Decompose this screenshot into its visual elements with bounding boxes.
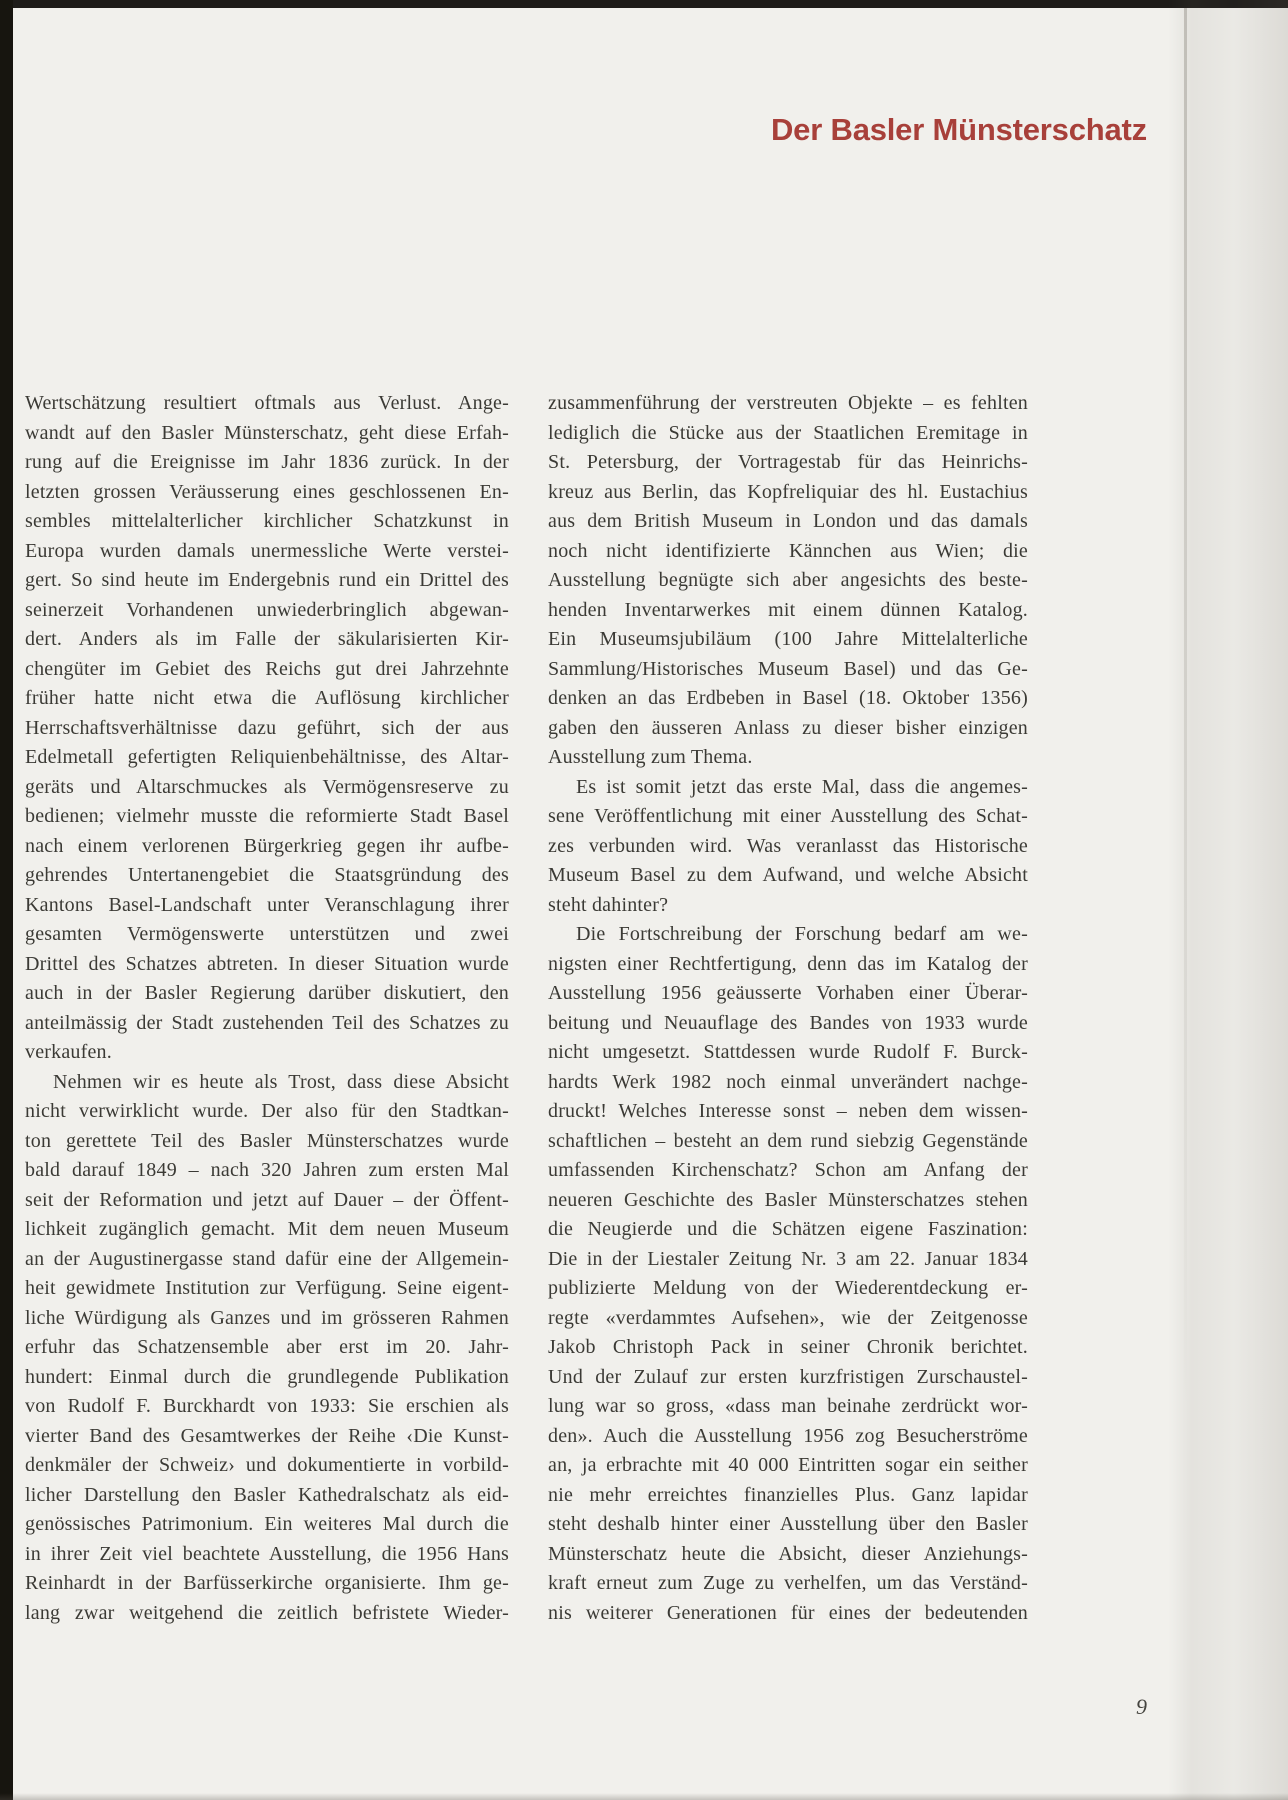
text-line: seit der Reformation und jetzt auf Dauer – der Öffent-: [25, 1188, 509, 1211]
text-line: steht dahinter?: [548, 893, 669, 916]
text-line: liche Würdigung als Ganzes und im grösseren Rahmen: [25, 1306, 509, 1329]
text-line: Edelmetall gefertigten Reliquienbehältnisse, des Altar-: [25, 746, 509, 768]
text-line: regte «verdammtes Aufsehen», wie der Zeitgenosse: [548, 1306, 1028, 1329]
page-fold-crease: [1184, 8, 1187, 1408]
text-line: hardts Werk 1982 noch einmal unverändert nachge-: [548, 1070, 1028, 1093]
text-line: licher Darstellung den Basler Kathedralschatz als eid-: [25, 1483, 509, 1506]
text-line: auch in der Basler Regierung darüber diskutiert, den: [25, 982, 509, 1004]
text-line: dert. Anders als im Falle der säkularisierten Kir-: [25, 628, 509, 650]
text-line: erfuhr das Schatzensemble aber erst im 20. Jahr-: [25, 1336, 509, 1358]
text-line: früher hatte nicht etwa die Auflösung kirchlicher: [25, 687, 509, 709]
text-line: anteilmässig der Stadt zustehenden Teil des Schatzes zu: [25, 1011, 509, 1034]
page-number: 9: [1136, 1694, 1147, 1719]
text-line: ton gerettete Teil des Basler Münsterschatzes wurde: [25, 1129, 509, 1152]
text-line: Ausstellung begnügte sich aber angesichts des beste-: [548, 569, 1028, 591]
text-line: Reinhardt in der Barfüsserkirche organisierte. Ihm ge-: [25, 1572, 509, 1594]
text-line: Herrschaftsverhältnisse dazu geführt, sich der aus: [25, 716, 509, 739]
text-line: lang zwar weitgehend die zeitlich befristete Wieder-: [25, 1601, 509, 1624]
text-line: Die Fortschreibung der Forschung bedarf am we-: [576, 923, 1028, 945]
text-line: an, ja erbrachte mit 40 000 Eintritten sogar ein seither: [548, 1454, 1028, 1476]
text-line: henden Inventarwerkes mit einem dünnen Katalog.: [548, 598, 1028, 621]
text-line: umfassenden Kirchenschatz? Schon am Anfang der: [548, 1159, 1028, 1181]
text-line: zes verbunden wird. Was veranlasst das Historische: [548, 834, 1028, 857]
text-line: lediglich die Stücke aus der Staatlichen Eremitage in: [548, 421, 1028, 444]
text-line: nigsten einer Rechtfertigung, denn das im Katalog der: [548, 952, 1028, 975]
text-line: Europa wurden damals unermessliche Werte verstei-: [25, 539, 509, 562]
text-line: Und der Zulauf zur ersten kurzfristigen Zurschaustel-: [548, 1365, 1028, 1388]
text-line: verkaufen.: [25, 1041, 112, 1063]
text-line: Ein Museumsjubiläum (100 Jahre Mittelalterliche: [548, 628, 1028, 650]
text-line: wandt auf den Basler Münsterschatz, geht diese Erfah-: [25, 421, 509, 444]
text-line: druckt! Welches Interesse sonst – neben dem wissen-: [548, 1100, 1028, 1122]
text-line: neueren Geschichte des Basler Münsterschatzes stehen: [548, 1188, 1028, 1211]
right-column: [548, 389, 1028, 1628]
text-line: an der Augustinergasse stand dafür eine der Allgemein-: [25, 1247, 509, 1270]
page-title: Der Basler Münsterschatz: [771, 112, 1147, 147]
text-line: Die in der Liestaler Zeitung Nr. 3 am 22. Januar 1834: [548, 1247, 1028, 1270]
text-line: gaben den äusseren Anlass zu dieser bisher einzigen: [548, 716, 1028, 739]
text-line: nicht verwirklicht wurde. Der also für den Stadtkan-: [25, 1100, 509, 1122]
text-line: chengüter im Gebiet des Reichs gut drei Jahrzehnte: [25, 657, 509, 680]
text-line: lung war so gross, «dass man beinahe zerdrückt wor-: [548, 1395, 1028, 1417]
text-line: Drittel des Schatzes abtreten. In dieser Situation wurde: [25, 952, 509, 975]
text-line: denkmäler der Schweiz› und dokumentierte in vorbild-: [25, 1454, 509, 1476]
text-line: denken an das Erdbeben in Basel (18. Oktober 1356): [548, 687, 1028, 709]
text-line: von Rudolf F. Burckhardt von 1933: Sie erschien als: [25, 1395, 509, 1417]
text-line: nie mehr erreichtes finanzielles Plus. Ganz lapidar: [548, 1483, 1028, 1506]
text-line: publizierte Meldung von der Wiederentdeckung er-: [548, 1277, 1028, 1299]
text-line: Wertschätzung resultiert oftmals aus Verlust. Ange-: [25, 392, 509, 414]
text-line: bedienen; vielmehr musste die reformierte Stadt Basel: [25, 805, 509, 827]
text-line: aus dem British Museum in London und das damals: [548, 510, 1028, 532]
text-line: gert. So sind heute im Endergebnis rund ein Drittel des: [25, 569, 509, 591]
text-line: Münsterschatz heute die Absicht, dieser Anziehungs-: [548, 1542, 1028, 1565]
text-line: Jakob Christoph Pack in seiner Chronik berichtet.: [548, 1336, 1028, 1358]
text-line: Ausstellung 1956 geäusserte Vorhaben einer Überar-: [548, 982, 1028, 1004]
text-line: Sammlung/Historisches Museum Basel) und das Ge-: [548, 657, 1028, 680]
text-line: die Neugierde und die Schätzen eigene Faszination:: [548, 1218, 1028, 1240]
left-column: [25, 389, 509, 1628]
text-line: zusammenführung der verstreuten Objekte – es fehlten: [548, 392, 1028, 414]
text-line: vierter Band des Gesamtwerkes der Reihe ‹Die Kunst-: [25, 1424, 509, 1447]
scan-edge-bottom: [0, 1793, 1288, 1800]
text-line: schaftlichen – besteht an dem rund siebzig Gegenstände: [548, 1129, 1028, 1152]
text-line: seinerzeit Vorhandenen unwiederbringlich abgewan-: [25, 598, 509, 621]
text-line: Es ist somit jetzt das erste Mal, dass die angemes-: [576, 775, 1028, 798]
text-line: rung auf die Ereignisse im Jahr 1836 zurück. In der: [25, 451, 509, 473]
text-line: gehrendes Untertanengebiet die Staatsgründung des: [25, 864, 509, 886]
text-line: nicht umgesetzt. Stattdessen wurde Rudolf F. Burck-: [548, 1041, 1028, 1063]
text-line: nis weiterer Generationen für eines der bedeutenden: [548, 1601, 1028, 1624]
text-line: den». Auch die Ausstellung 1956 zog Besucherströme: [548, 1424, 1028, 1447]
text-line: sembles mittelalterlicher kirchlicher Schatzkunst in: [25, 510, 509, 532]
text-line: noch nicht identifizierte Kännchen aus Wien; die: [548, 539, 1028, 562]
text-line: Ausstellung zum Thema.: [548, 746, 753, 768]
text-line: lichkeit zugänglich gemacht. Mit dem neuen Museum: [25, 1218, 509, 1240]
text-line: hundert: Einmal durch die grundlegende Publikation: [25, 1365, 509, 1388]
text-line: Nehmen wir es heute als Trost, dass diese Absicht: [53, 1070, 509, 1093]
text-line: in ihrer Zeit viel beachtete Ausstellung, die 1956 Hans: [25, 1542, 509, 1565]
text-line: kraft erneut zum Zuge zu verhelfen, um das Verständ-: [548, 1572, 1028, 1594]
text-line: Kantons Basel-Landschaft unter Veranschlagung ihrer: [25, 893, 509, 916]
text-line: heit gewidmete Institution zur Verfügung. Seine eigent-: [25, 1277, 509, 1299]
text-line: sene Veröffentlichung mit einer Ausstellung des Schat-: [548, 805, 1028, 827]
text-line: St. Petersburg, der Vortragestab für das Heinrichs-: [548, 451, 1028, 473]
text-line: nach einem verlorenen Bürgerkrieg gegen ihr aufbe-: [25, 834, 509, 857]
text-line: genössisches Patrimonium. Ein weiteres Mal durch die: [25, 1513, 509, 1535]
scan-edge-left: [0, 0, 13, 1800]
text-line: bald darauf 1849 – nach 320 Jahren zum ersten Mal: [25, 1159, 509, 1181]
text-line: Museum Basel zu dem Aufwand, und welche Absicht: [548, 864, 1028, 886]
text-line: geräts und Altarschmuckes als Vermögensreserve zu: [25, 775, 509, 798]
text-line: kreuz aus Berlin, das Kopfreliquiar des hl. Eustachius: [548, 480, 1028, 503]
text-line: letzten grossen Veräusserung eines geschlossenen En-: [25, 480, 509, 503]
text-line: gesamten Vermögenswerte unterstützen und zwei: [25, 923, 509, 945]
text-line: beitung und Neuauflage des Bandes von 1933 wurde: [548, 1011, 1028, 1034]
text-line: steht deshalb hinter einer Ausstellung über den Basler: [548, 1513, 1028, 1535]
scan-edge-top: [0, 0, 1288, 8]
